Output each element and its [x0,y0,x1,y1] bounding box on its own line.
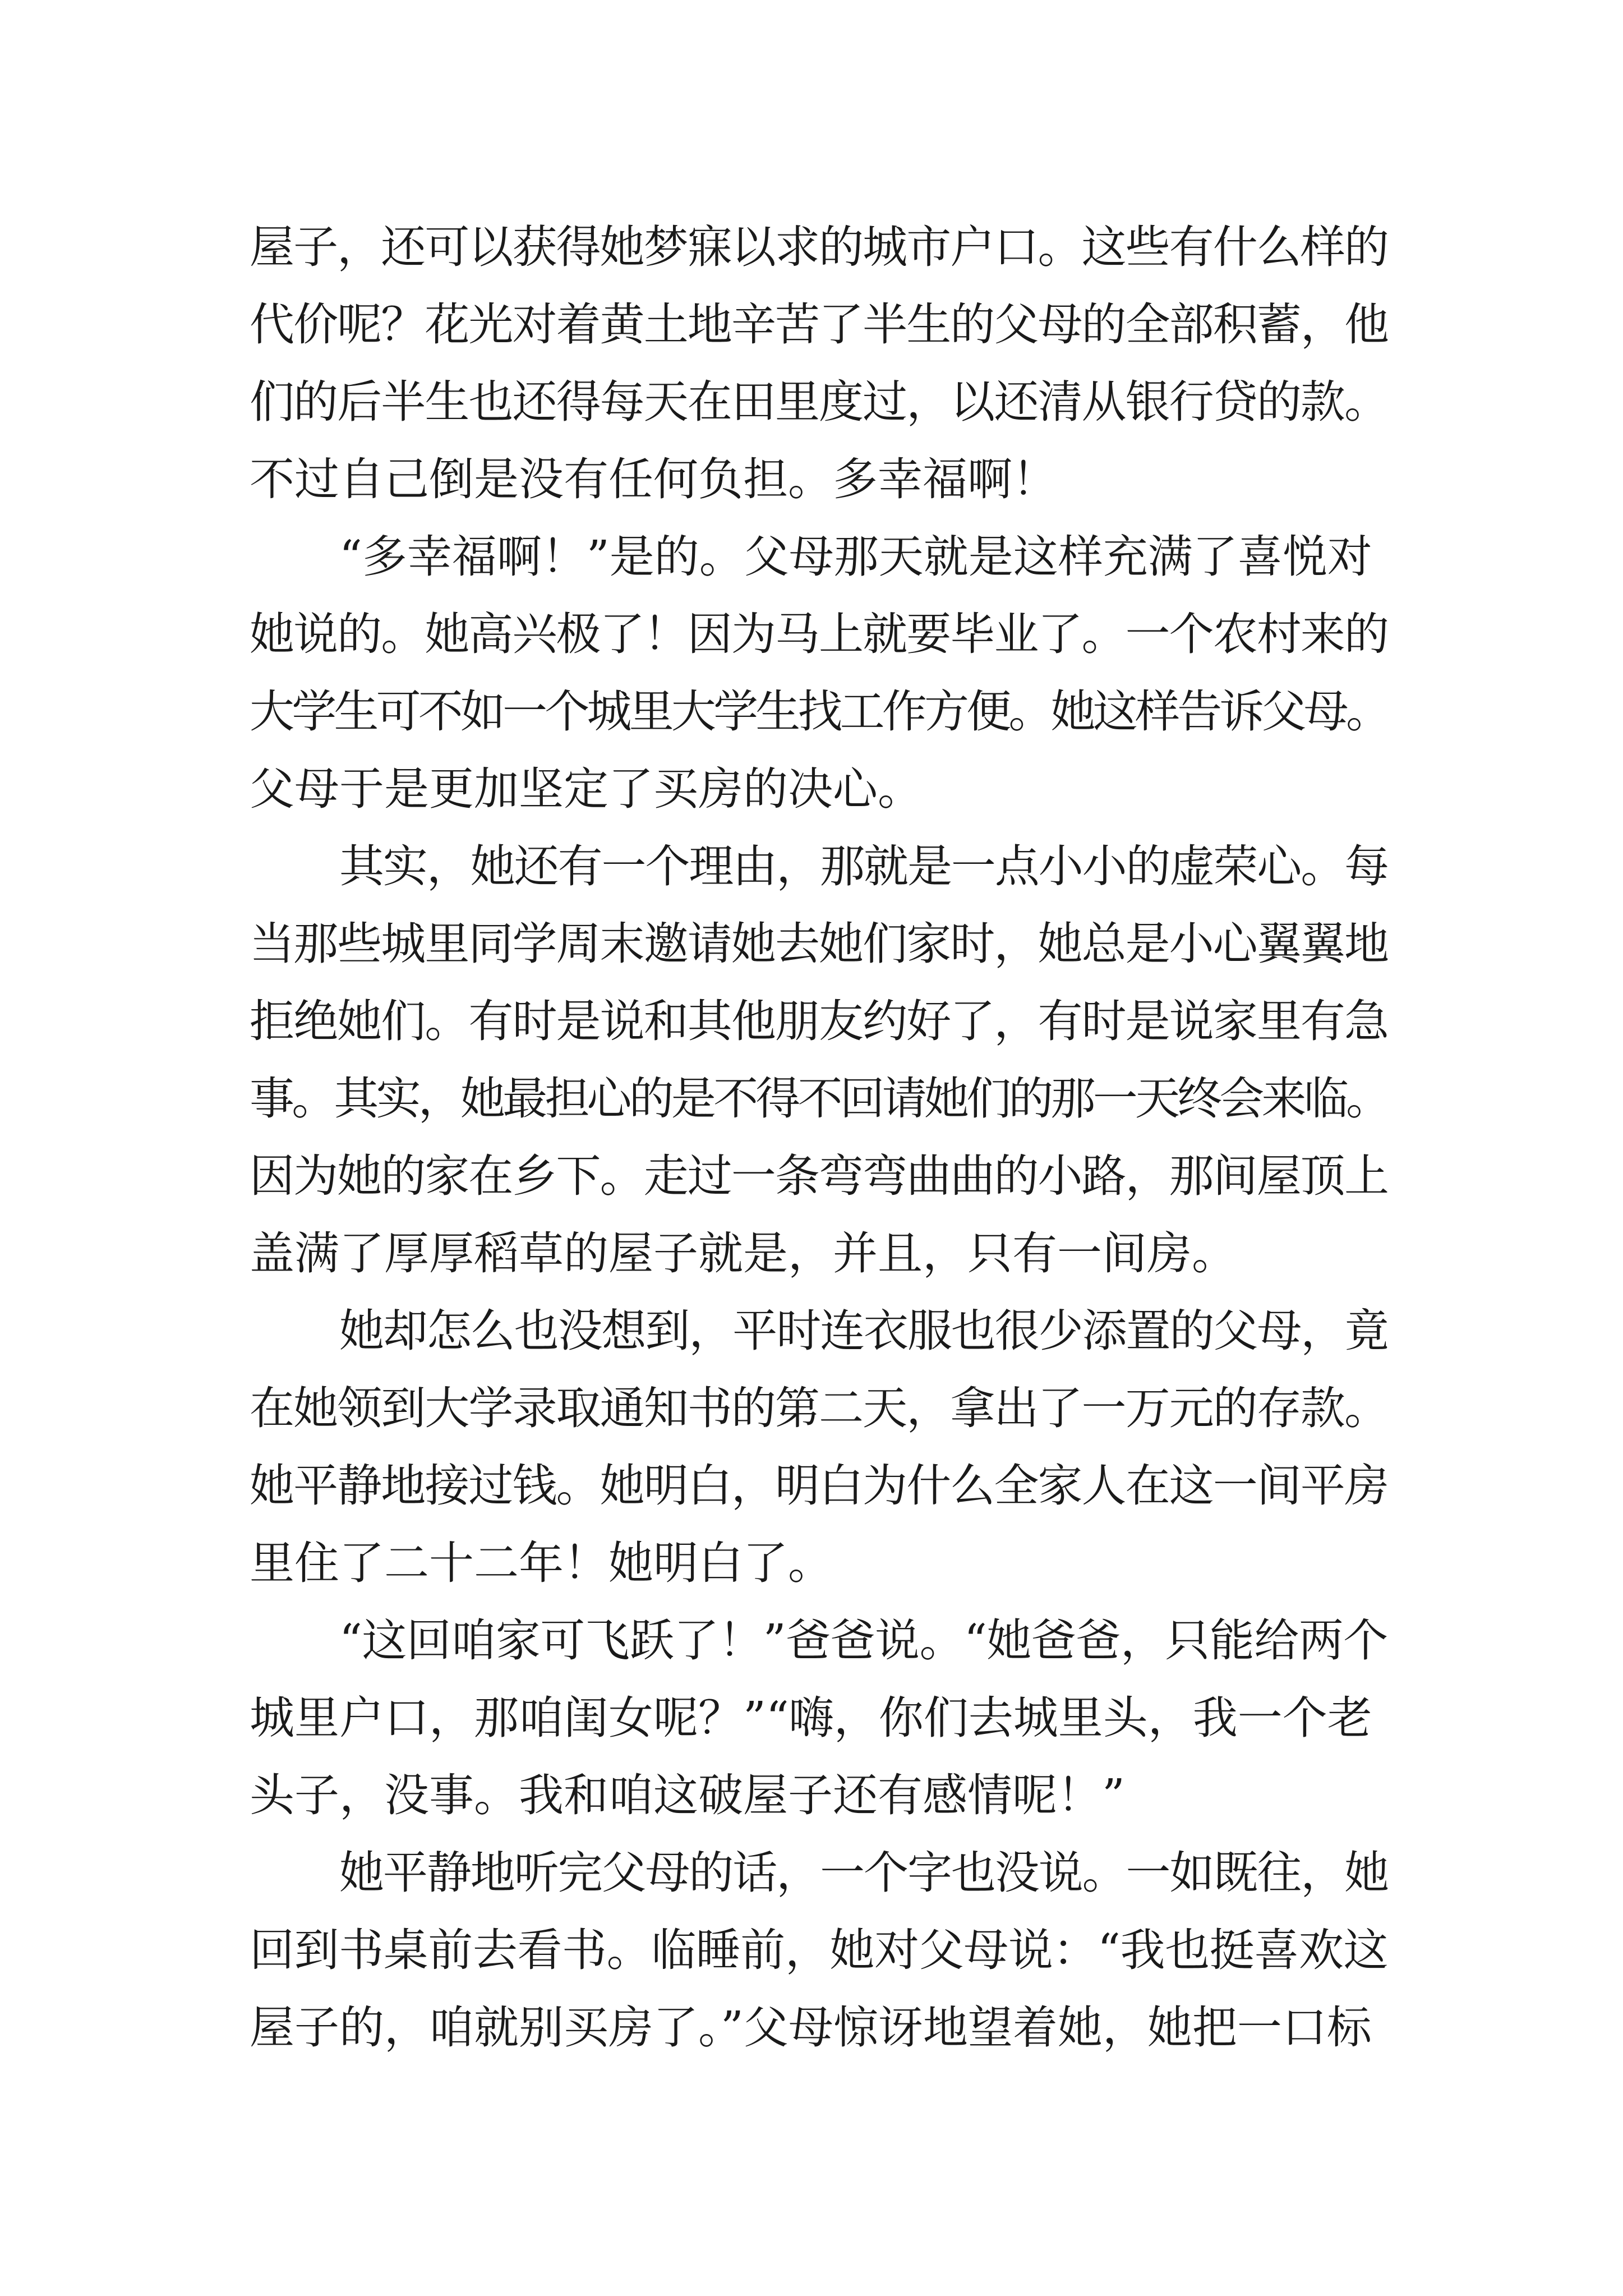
text-line: 们的后半生也还得每天在田里度过，以还清从银行贷的款。 [250,376,1389,428]
text-line: 拒绝她们。有时是说和其他朋友约好了，有时是说家里有急 [250,995,1389,1047]
text-line: 当那些城里同学周末邀请她去她们家时，她总是小心翼翼地 [250,918,1389,970]
text-line: 不过自己倒是没有任何负担。多幸福啊！ [250,453,1057,505]
body-text [250,209,1388,2067]
text-line: 代价呢？花光对着黄土地辛苦了半生的父母的全部积蓄，他 [250,298,1389,351]
text-line: 回到书桌前去看书。临睡前，她对父母说：“我也挺喜欢这 [250,1924,1388,1976]
text-line: 城里户口，那咱闺女呢？”“嗨，你们去城里头，我一个老 [250,1692,1372,1744]
text-line: 头子，没事。我和咱这破屋子还有感情呢！” [250,1769,1125,1821]
text-line: “这回咱家可飞跃了！”爸爸说。“她爸爸，只能给两个 [339,1614,1388,1667]
text-line: 因为她的家在乡下。走过一条弯弯曲曲的小路，那间屋顶上 [250,1150,1389,1202]
text-line: 屋子，还可以获得她梦寐以求的城市户口。这些有什么样的 [250,221,1389,273]
text-line: 屋子的，咱就别买房了。”父母惊讶地望着她，她把一口标 [250,2001,1372,2054]
text-line: 她却怎么也没想到，平时连衣服也很少添置的父母，竟 [339,1305,1389,1357]
text-line: 大学生可不如一个城里大学生找工作方便。她这样告诉父母。 [250,685,1389,738]
text-line: 在她领到大学录取通知书的第二天，拿出了一万元的存款。 [250,1382,1389,1434]
text-line: 事。其实，她最担心的是不得不回请她们的那一天终会来临。 [250,1073,1389,1125]
text-line: 她平静地接过钱。她明白，明白为什么全家人在这一间平房 [250,1460,1389,1512]
text-line: “多幸福啊！”是的。父母那天就是这样充满了喜悦对 [339,531,1372,583]
text-line: 她说的。她高兴极了！因为马上就要毕业了。一个农村来的 [250,608,1389,660]
text-line: 盖满了厚厚稻草的屋子就是，并且，只有一间房。 [250,1227,1237,1280]
text-line: 她平静地听完父母的话，一个字也没说。一如既往，她 [339,1847,1389,1899]
text-line: 里住了二十二年！她明白了。 [250,1537,833,1589]
text-line: 其实，她还有一个理由，那就是一点小小的虚荣心。每 [339,840,1389,892]
text-line: 父母于是更加坚定了买房的决心。 [250,763,923,815]
